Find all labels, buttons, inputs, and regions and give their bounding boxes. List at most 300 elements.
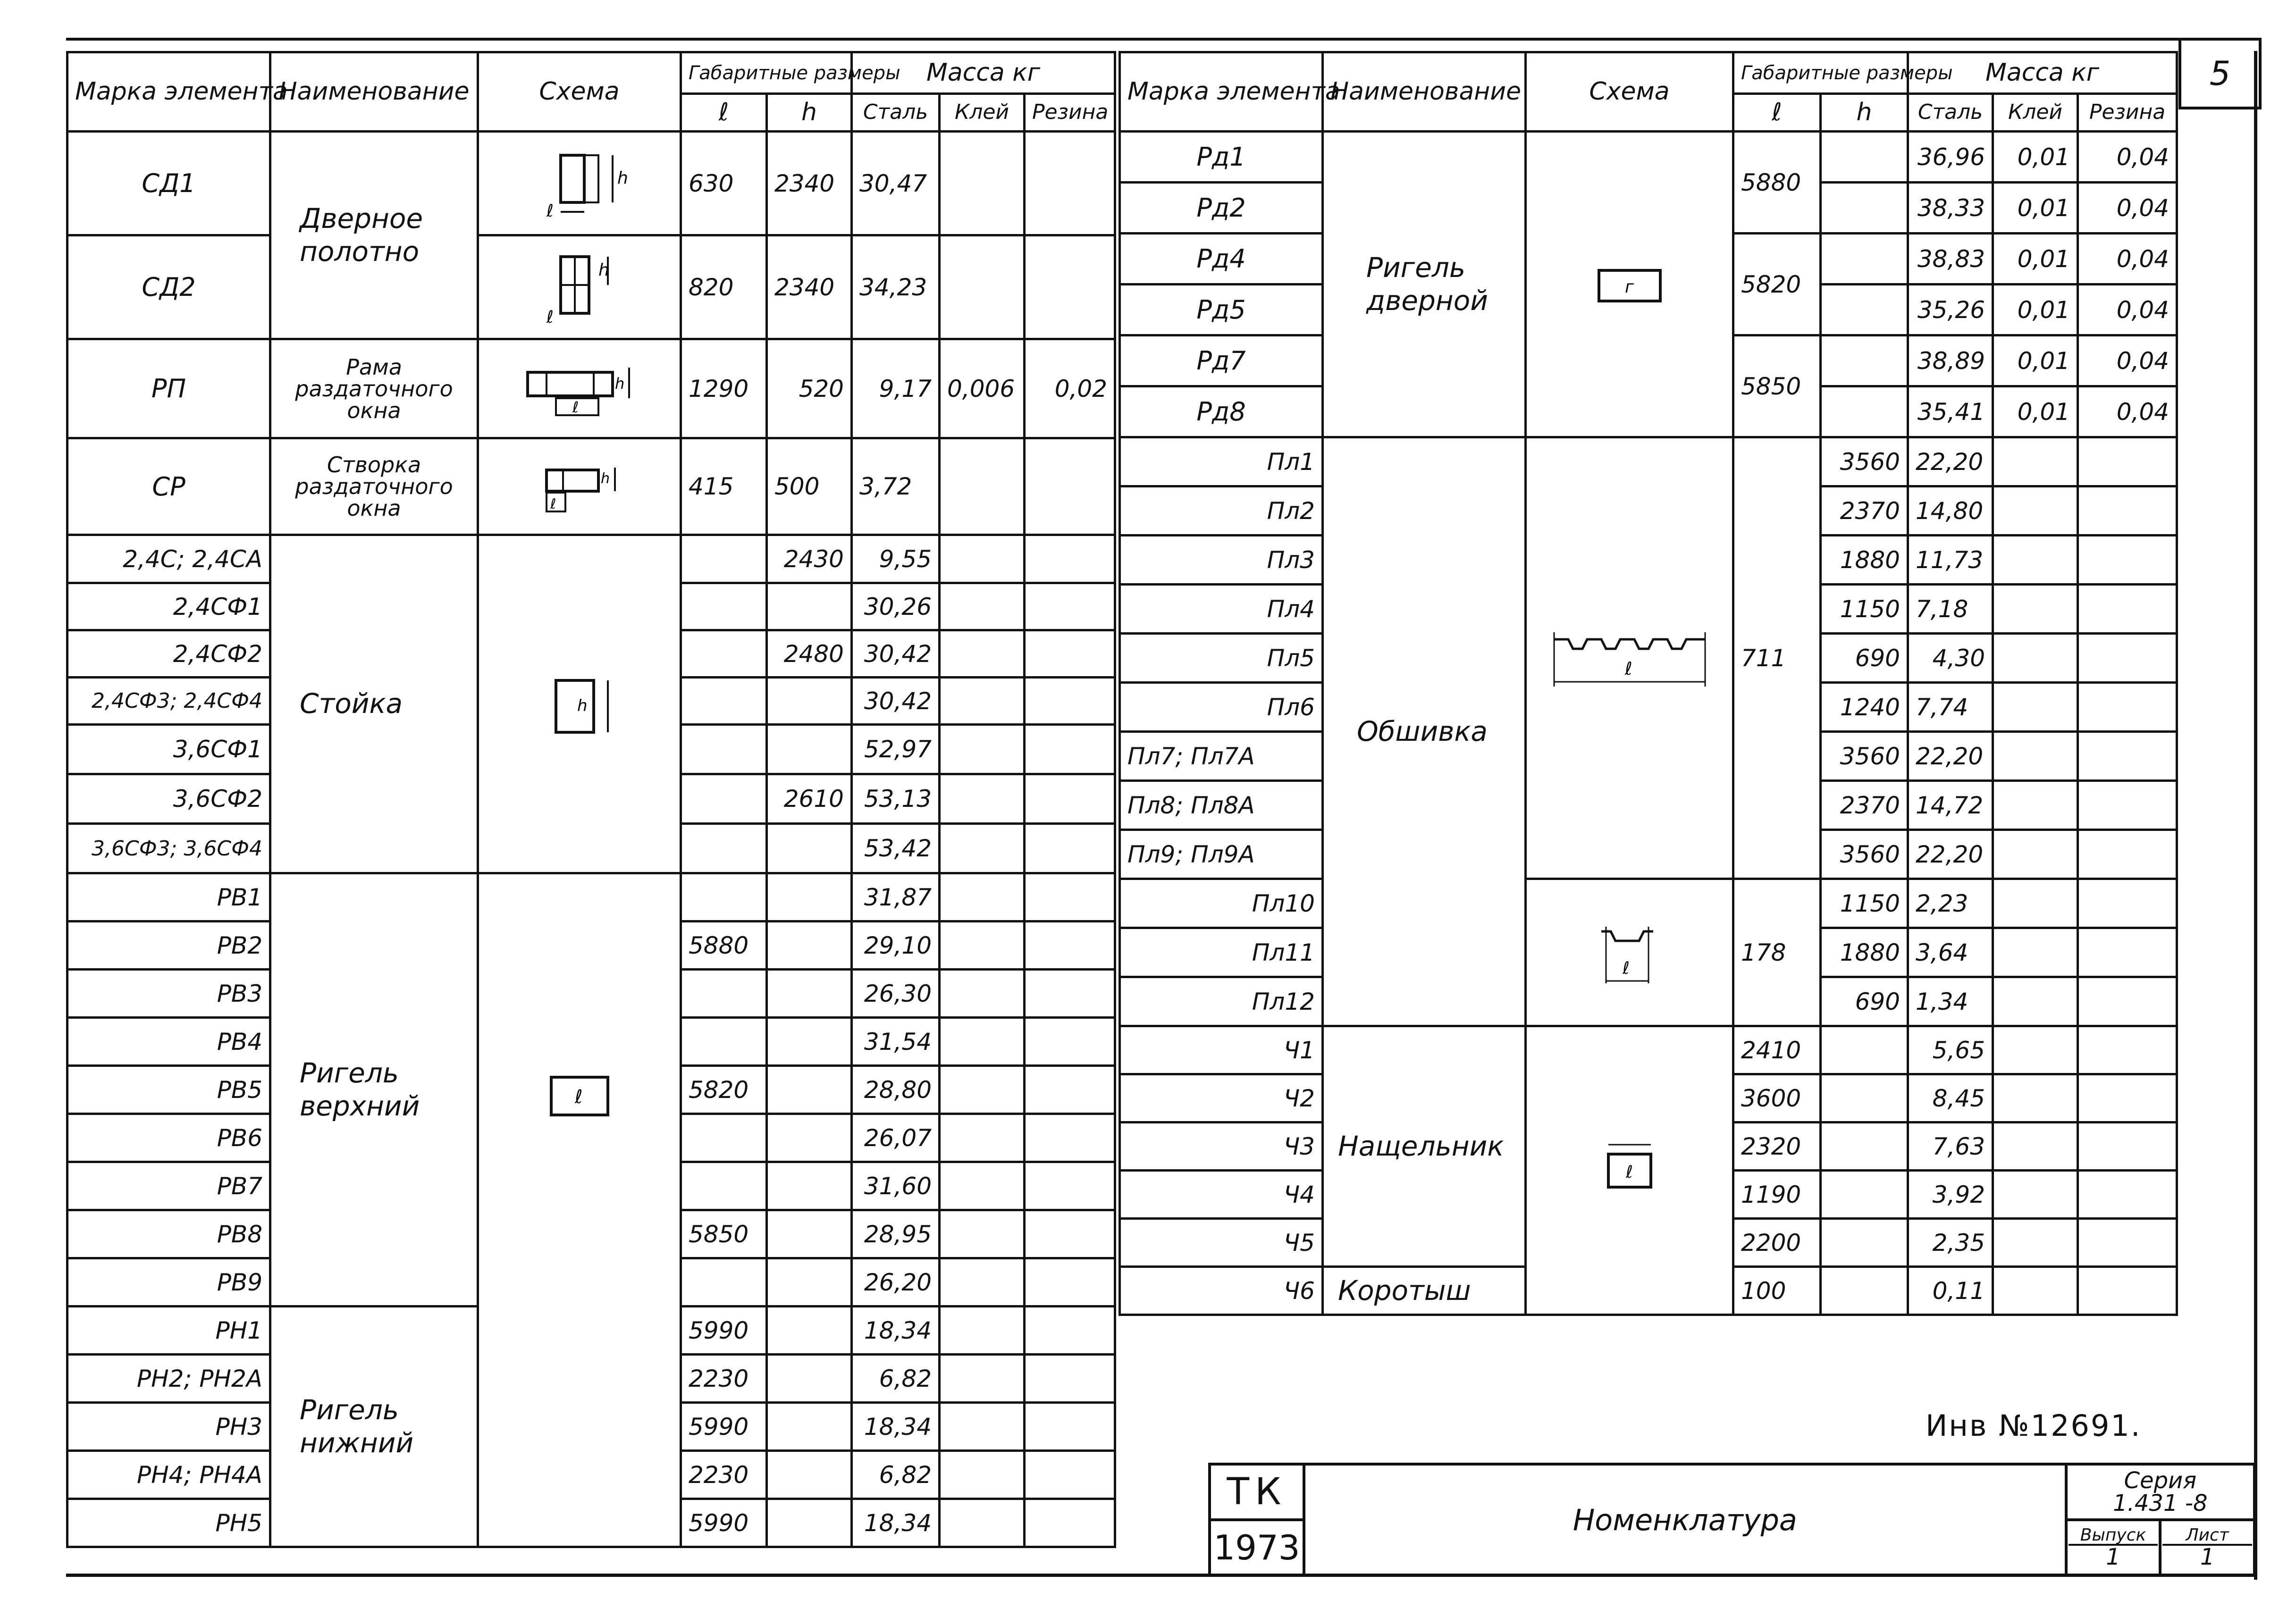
right-row-2-glue: 0,01 bbox=[1993, 234, 2078, 285]
title-block-series-cell bbox=[2066, 1464, 2254, 1520]
left-row-0-h: 2340 bbox=[767, 132, 852, 235]
right-row-23-glue bbox=[1993, 1267, 2078, 1315]
right-header-dims: Габаритные размеры bbox=[1733, 52, 1908, 94]
right-row-19-glue bbox=[1993, 1074, 2078, 1123]
right-row-0-rubber: 0,04 bbox=[2078, 132, 2177, 183]
left-row-12-glue bbox=[940, 921, 1025, 970]
right-row-3-h bbox=[1821, 285, 1908, 335]
left-row-2-rubber: 0,02 bbox=[1025, 339, 1115, 438]
left-row-23-h bbox=[767, 1451, 852, 1499]
right-row-5-mark: Рд8 bbox=[1120, 386, 1323, 437]
left-row-5-l bbox=[681, 583, 767, 630]
left-row-8-mark: 3,6СФ1 bbox=[67, 725, 270, 774]
right-row-21-mark: Ч4 bbox=[1120, 1171, 1323, 1219]
right-row-3-steel: 35,26 bbox=[1908, 285, 1993, 335]
left-row-13-l bbox=[681, 970, 767, 1018]
left-row-6-rubber bbox=[1025, 630, 1115, 678]
right-row-6-steel: 22,20 bbox=[1908, 437, 1993, 486]
right-row-6-glue bbox=[1993, 437, 2078, 486]
right-header-schema: Схема bbox=[1526, 52, 1733, 132]
group-upper-beam: Ригель верхний bbox=[270, 873, 478, 1307]
right-row-17-rubber bbox=[2078, 977, 2177, 1026]
left-row-24-h bbox=[767, 1499, 852, 1547]
left-row-14-h bbox=[767, 1018, 852, 1066]
svg-text:h: h bbox=[577, 696, 588, 715]
right-row-4-rubber: 0,04 bbox=[2078, 335, 2177, 386]
left-row-2-mark: РП bbox=[67, 339, 270, 438]
right-header-l: ℓ bbox=[1733, 94, 1821, 132]
left-row-1-mark: СД2 bbox=[67, 235, 270, 339]
right-row-7-steel: 14,80 bbox=[1908, 486, 1993, 536]
right-row-15-h: 1150 bbox=[1821, 879, 1908, 928]
right-header-h: h bbox=[1821, 94, 1908, 132]
left-row-19-glue bbox=[940, 1258, 1025, 1307]
left-row-3-rubber bbox=[1025, 438, 1115, 535]
left-row-20-glue bbox=[940, 1307, 1025, 1355]
schema-batten bbox=[1526, 1026, 1733, 1315]
left-row-9-steel: 53,13 bbox=[852, 774, 940, 824]
right-row-22-l: 2200 bbox=[1733, 1219, 1821, 1267]
left-row-5-glue bbox=[940, 583, 1025, 630]
header-h: h bbox=[767, 94, 852, 132]
right-row-5-rubber: 0,04 bbox=[2078, 386, 2177, 437]
left-row-0-l: 630 bbox=[681, 132, 767, 235]
group-post: Стойка bbox=[270, 535, 478, 873]
left-row-24-glue bbox=[940, 1499, 1025, 1547]
right-row-16-h: 1880 bbox=[1821, 928, 1908, 977]
left-row-15-l: 5820 bbox=[681, 1066, 767, 1114]
right-row-12-steel: 22,20 bbox=[1908, 732, 1993, 781]
right-row-4-steel: 38,89 bbox=[1908, 335, 1993, 386]
right-row-6-mark: Пл1 bbox=[1120, 437, 1323, 486]
left-row-10-mark: 3,6СФ3; 3,6СФ4 bbox=[67, 824, 270, 873]
header-dims: Габаритные размеры bbox=[681, 52, 852, 94]
left-row-20-mark: РН1 bbox=[67, 1307, 270, 1355]
svg-text:ℓ: ℓ bbox=[1624, 658, 1632, 679]
right-row-5-h bbox=[1821, 386, 1908, 437]
right-row-20-mark: Ч3 bbox=[1120, 1123, 1323, 1171]
right-row-16-glue bbox=[1993, 928, 2078, 977]
right-row-0-l: 5880 bbox=[1733, 132, 1821, 234]
left-row-24-steel: 18,34 bbox=[852, 1499, 940, 1547]
left-row-10-h bbox=[767, 824, 852, 873]
right-row-22-steel: 2,35 bbox=[1908, 1219, 1993, 1267]
left-row-16-steel: 26,07 bbox=[852, 1114, 940, 1162]
header-glue: Клей bbox=[940, 94, 1025, 132]
left-row-16-l bbox=[681, 1114, 767, 1162]
right-row-18-l: 2410 bbox=[1733, 1026, 1821, 1074]
svg-text:ℓ: ℓ bbox=[1622, 958, 1630, 978]
right-row-14-rubber bbox=[2078, 830, 2177, 879]
right-row-14-h: 3560 bbox=[1821, 830, 1908, 879]
right-row-6-h: 3560 bbox=[1821, 437, 1908, 486]
right-row-12-glue bbox=[1993, 732, 2078, 781]
left-row-3-l: 415 bbox=[681, 438, 767, 535]
beam-sketch-icon bbox=[542, 1068, 617, 1124]
left-row-21-h bbox=[767, 1355, 852, 1403]
left-row-21-glue bbox=[940, 1355, 1025, 1403]
right-row-18-glue bbox=[1993, 1026, 2078, 1074]
right-row-5-glue: 0,01 bbox=[1993, 386, 2078, 437]
left-row-4-l bbox=[681, 535, 767, 583]
left-row-7-h bbox=[767, 678, 852, 725]
right-row-1-glue: 0,01 bbox=[1993, 183, 2078, 234]
left-row-2-glue: 0,006 bbox=[940, 339, 1025, 438]
left-row-14-l bbox=[681, 1018, 767, 1066]
right-row-0-glue: 0,01 bbox=[1993, 132, 2078, 183]
right-row-19-mark: Ч2 bbox=[1120, 1074, 1323, 1123]
left-row-15-steel: 28,80 bbox=[852, 1066, 940, 1114]
right-row-23-mark: Ч6 bbox=[1120, 1267, 1323, 1315]
group-window-sash: Створка раздаточного окна bbox=[270, 438, 478, 535]
schema-post bbox=[478, 535, 681, 873]
left-row-11-steel: 31,87 bbox=[852, 873, 940, 921]
left-row-21-steel: 6,82 bbox=[852, 1355, 940, 1403]
svg-text:ℓ: ℓ bbox=[550, 496, 556, 512]
right-row-21-steel: 3,92 bbox=[1908, 1171, 1993, 1219]
title-block-year: 1973 bbox=[1210, 1520, 1304, 1575]
svg-text:h: h bbox=[617, 168, 628, 188]
left-row-6-l bbox=[681, 630, 767, 678]
left-row-13-h bbox=[767, 970, 852, 1018]
left-row-13-steel: 26,30 bbox=[852, 970, 940, 1018]
door-leaf-sketch-icon bbox=[532, 146, 627, 221]
right-row-19-h bbox=[1821, 1074, 1908, 1123]
right-row-21-rubber bbox=[2078, 1171, 2177, 1219]
right-row-14-mark: Пл9; Пл9А bbox=[1120, 830, 1323, 879]
left-row-3-h: 500 bbox=[767, 438, 852, 535]
right-row-12-h: 3560 bbox=[1821, 732, 1908, 781]
left-row-7-mark: 2,4СФ3; 2,4СФ4 bbox=[67, 678, 270, 725]
right-row-2-steel: 38,83 bbox=[1908, 234, 1993, 285]
right-header-steel: Сталь bbox=[1908, 94, 1993, 132]
right-row-13-mark: Пл8; Пл8А bbox=[1120, 781, 1323, 830]
left-row-0-mark: СД1 bbox=[67, 132, 270, 235]
left-row-10-steel: 53,42 bbox=[852, 824, 940, 873]
schema-sheathing-narrow bbox=[1526, 879, 1733, 1026]
left-row-23-mark: РН4; РН4А bbox=[67, 1451, 270, 1499]
right-row-8-steel: 11,73 bbox=[1908, 536, 1993, 585]
right-row-17-mark: Пл12 bbox=[1120, 977, 1323, 1026]
right-row-3-glue: 0,01 bbox=[1993, 285, 2078, 335]
right-row-18-rubber bbox=[2078, 1026, 2177, 1074]
right-row-23-rubber bbox=[2078, 1267, 2177, 1315]
right-row-13-steel: 14,72 bbox=[1908, 781, 1993, 830]
right-row-11-h: 1240 bbox=[1821, 683, 1908, 732]
left-row-8-h bbox=[767, 725, 852, 774]
right-row-22-rubber bbox=[2078, 1219, 2177, 1267]
narrow-sheet-sketch-icon bbox=[1587, 913, 1672, 993]
right-row-20-rubber bbox=[2078, 1123, 2177, 1171]
left-row-4-rubber bbox=[1025, 535, 1115, 583]
right-row-4-glue: 0,01 bbox=[1993, 335, 2078, 386]
right-row-23-l: 100 bbox=[1733, 1267, 1821, 1315]
right-row-9-h: 1150 bbox=[1821, 585, 1908, 634]
left-row-12-rubber bbox=[1025, 921, 1115, 970]
right-row-10-rubber bbox=[2078, 634, 2177, 683]
right-row-23-steel: 0,11 bbox=[1908, 1267, 1993, 1315]
right-row-16-l: 178 bbox=[1733, 879, 1821, 1026]
left-row-8-l bbox=[681, 725, 767, 774]
right-row-8-mark: Пл3 bbox=[1120, 536, 1323, 585]
right-row-11-mark: Пл6 bbox=[1120, 683, 1323, 732]
series-label: Серия bbox=[2124, 1467, 2197, 1494]
left-row-3-glue bbox=[940, 438, 1025, 535]
left-row-15-glue bbox=[940, 1066, 1025, 1114]
right-row-2-rubber: 0,04 bbox=[2078, 234, 2177, 285]
right-row-6-rubber bbox=[2078, 437, 2177, 486]
left-row-19-l bbox=[681, 1258, 767, 1307]
left-row-17-l bbox=[681, 1162, 767, 1210]
right-row-4-h bbox=[1821, 335, 1908, 386]
left-row-17-mark: РВ7 bbox=[67, 1162, 270, 1210]
sheet-label: Лист bbox=[2162, 1527, 2252, 1546]
right-row-18-steel: 5,65 bbox=[1908, 1026, 1993, 1074]
left-row-22-mark: РН3 bbox=[67, 1403, 270, 1451]
right-row-7-mark: Пл2 bbox=[1120, 486, 1323, 536]
left-row-0-steel: 30,47 bbox=[852, 132, 940, 235]
left-row-15-h bbox=[767, 1066, 852, 1114]
right-row-12-rubber bbox=[2078, 732, 2177, 781]
schema-upper-lower-beam bbox=[478, 873, 681, 1547]
right-row-16-steel: 3,64 bbox=[1908, 928, 1993, 977]
header-mass: Масса кг bbox=[852, 52, 1115, 94]
left-row-6-mark: 2,4СФ2 bbox=[67, 630, 270, 678]
schema-window-sash bbox=[478, 438, 681, 535]
right-row-20-steel: 7,63 bbox=[1908, 1123, 1993, 1171]
left-row-10-l bbox=[681, 824, 767, 873]
batten-sketch-icon bbox=[1592, 1135, 1667, 1206]
inventory-number: Инв №12691. bbox=[1926, 1408, 2142, 1443]
left-row-18-mark: РВ8 bbox=[67, 1210, 270, 1258]
left-row-11-l bbox=[681, 873, 767, 921]
right-row-4-mark: Рд7 bbox=[1120, 335, 1323, 386]
title-block-issue-cell bbox=[2066, 1520, 2161, 1575]
issue-value: 1 bbox=[2106, 1544, 2120, 1570]
schema-sheathing-wide bbox=[1526, 437, 1733, 879]
left-row-5-steel: 30,26 bbox=[852, 583, 940, 630]
right-row-7-glue bbox=[1993, 486, 2078, 536]
left-row-8-glue bbox=[940, 725, 1025, 774]
right-row-0-mark: Рд1 bbox=[1120, 132, 1323, 183]
left-row-15-rubber bbox=[1025, 1066, 1115, 1114]
left-row-5-mark: 2,4СФ1 bbox=[67, 583, 270, 630]
left-row-17-h bbox=[767, 1162, 852, 1210]
left-row-18-steel: 28,95 bbox=[852, 1210, 940, 1258]
right-row-23-h bbox=[1821, 1267, 1908, 1315]
left-row-19-steel: 26,20 bbox=[852, 1258, 940, 1307]
schema-door-leaf-2 bbox=[478, 235, 681, 339]
left-row-14-steel: 31,54 bbox=[852, 1018, 940, 1066]
header-mark: Марка элемента bbox=[67, 52, 270, 132]
left-row-9-l bbox=[681, 774, 767, 824]
right-row-10-h: 690 bbox=[1821, 634, 1908, 683]
left-row-12-l: 5880 bbox=[681, 921, 767, 970]
sheet-number-box bbox=[2178, 38, 2262, 109]
left-row-11-h bbox=[767, 873, 852, 921]
left-row-1-rubber bbox=[1025, 235, 1115, 339]
right-row-21-l: 1190 bbox=[1733, 1171, 1821, 1219]
issue-label: Выпуск bbox=[2069, 1527, 2158, 1546]
left-row-5-rubber bbox=[1025, 583, 1115, 630]
header-steel: Сталь bbox=[852, 94, 940, 132]
group-sheathing: Обшивка bbox=[1323, 437, 1526, 1026]
right-row-1-rubber: 0,04 bbox=[2078, 183, 2177, 234]
right-row-11-glue bbox=[1993, 683, 2078, 732]
right-row-13-h: 2370 bbox=[1821, 781, 1908, 830]
right-row-22-h bbox=[1821, 1219, 1908, 1267]
right-row-18-h bbox=[1821, 1026, 1908, 1074]
post-sketch-icon bbox=[542, 671, 617, 737]
left-row-20-rubber bbox=[1025, 1307, 1115, 1355]
left-row-13-glue bbox=[940, 970, 1025, 1018]
door-leaf-sketch-icon bbox=[532, 247, 627, 327]
group-stub: Коротыш bbox=[1323, 1267, 1526, 1315]
left-row-13-mark: РВ3 bbox=[67, 970, 270, 1018]
right-spec-table bbox=[1119, 51, 2178, 1316]
right-row-9-glue bbox=[1993, 585, 2078, 634]
corrugated-sheet-sketch-icon bbox=[1545, 620, 1715, 696]
right-header-mark: Марка элемента bbox=[1120, 52, 1323, 132]
left-row-23-steel: 6,82 bbox=[852, 1451, 940, 1499]
header-rubber: Резина bbox=[1025, 94, 1115, 132]
svg-text:ℓ: ℓ bbox=[546, 307, 554, 327]
left-row-2-h: 520 bbox=[767, 339, 852, 438]
left-row-18-l: 5850 bbox=[681, 1210, 767, 1258]
left-row-9-mark: 3,6СФ2 bbox=[67, 774, 270, 824]
left-row-12-steel: 29,10 bbox=[852, 921, 940, 970]
left-row-18-glue bbox=[940, 1210, 1025, 1258]
left-row-4-glue bbox=[940, 535, 1025, 583]
left-row-10-glue bbox=[940, 824, 1025, 873]
right-row-3-mark: Рд5 bbox=[1120, 285, 1323, 335]
left-row-1-steel: 34,23 bbox=[852, 235, 940, 339]
right-row-17-h: 690 bbox=[1821, 977, 1908, 1026]
left-row-5-h bbox=[767, 583, 852, 630]
right-row-8-rubber bbox=[2078, 536, 2177, 585]
left-row-4-h: 2430 bbox=[767, 535, 852, 583]
left-row-11-rubber bbox=[1025, 873, 1115, 921]
left-row-19-mark: РВ9 bbox=[67, 1258, 270, 1307]
left-row-14-rubber bbox=[1025, 1018, 1115, 1066]
left-row-21-rubber bbox=[1025, 1355, 1115, 1403]
left-row-1-l: 820 bbox=[681, 235, 767, 339]
right-row-17-steel: 1,34 bbox=[1908, 977, 1993, 1026]
schema-window-frame bbox=[478, 339, 681, 438]
left-row-22-glue bbox=[940, 1403, 1025, 1451]
right-row-20-l: 2320 bbox=[1733, 1123, 1821, 1171]
left-row-8-steel: 52,97 bbox=[852, 725, 940, 774]
left-row-19-h bbox=[767, 1258, 852, 1307]
right-row-8-glue bbox=[1993, 536, 2078, 585]
left-row-19-rubber bbox=[1025, 1258, 1115, 1307]
right-row-15-mark: Пл10 bbox=[1120, 879, 1323, 928]
left-row-4-steel: 9,55 bbox=[852, 535, 940, 583]
left-row-20-steel: 18,34 bbox=[852, 1307, 940, 1355]
left-row-12-mark: РВ2 bbox=[67, 921, 270, 970]
left-row-16-glue bbox=[940, 1114, 1025, 1162]
right-header-mass: Масса кг bbox=[1908, 52, 2177, 94]
title-block bbox=[1208, 1463, 2256, 1577]
right-row-1-h bbox=[1821, 183, 1908, 234]
right-row-13-rubber bbox=[2078, 781, 2177, 830]
left-row-9-h: 2610 bbox=[767, 774, 852, 824]
left-row-22-steel: 18,34 bbox=[852, 1403, 940, 1451]
right-row-9-rubber bbox=[2078, 585, 2177, 634]
right-header-glue: Клей bbox=[1993, 94, 2078, 132]
right-row-22-mark: Ч5 bbox=[1120, 1219, 1323, 1267]
left-row-16-rubber bbox=[1025, 1114, 1115, 1162]
left-row-7-rubber bbox=[1025, 678, 1115, 725]
title-block-sheet-cell bbox=[2160, 1520, 2254, 1575]
svg-text:г: г bbox=[1624, 277, 1634, 297]
schema-door-leaf-1 bbox=[478, 132, 681, 235]
left-row-24-l: 5990 bbox=[681, 1499, 767, 1547]
left-row-23-l: 2230 bbox=[681, 1451, 767, 1499]
left-row-22-h bbox=[767, 1403, 852, 1451]
right-row-7-rubber bbox=[2078, 486, 2177, 536]
group-lower-beam: Ригель нижний bbox=[270, 1307, 478, 1547]
right-row-3-rubber: 0,04 bbox=[2078, 285, 2177, 335]
right-row-18-mark: Ч1 bbox=[1120, 1026, 1323, 1074]
left-row-14-mark: РВ4 bbox=[67, 1018, 270, 1066]
right-row-16-rubber bbox=[2078, 928, 2177, 977]
left-spec-table bbox=[66, 51, 1116, 1548]
left-row-6-h: 2480 bbox=[767, 630, 852, 678]
group-door-leaf: Дверное полотно bbox=[270, 132, 478, 339]
frame-top-line bbox=[66, 38, 2180, 41]
window-sash-sketch-icon bbox=[528, 456, 631, 517]
right-row-12-mark: Пл7; Пл7А bbox=[1120, 732, 1323, 781]
right-row-15-rubber bbox=[2078, 879, 2177, 928]
title-block-org: ТК bbox=[1210, 1464, 1304, 1520]
right-row-11-rubber bbox=[2078, 683, 2177, 732]
left-row-1-h: 2340 bbox=[767, 235, 852, 339]
left-row-0-glue bbox=[940, 132, 1025, 235]
right-row-20-glue bbox=[1993, 1123, 2078, 1171]
left-row-8-rubber bbox=[1025, 725, 1115, 774]
right-row-10-steel: 4,30 bbox=[1908, 634, 1993, 683]
left-row-7-steel: 30,42 bbox=[852, 678, 940, 725]
right-row-0-steel: 36,96 bbox=[1908, 132, 1993, 183]
left-row-21-l: 2230 bbox=[681, 1355, 767, 1403]
right-row-17-glue bbox=[1993, 977, 2078, 1026]
left-row-16-mark: РВ6 bbox=[67, 1114, 270, 1162]
right-row-4-l: 5850 bbox=[1733, 335, 1821, 437]
sheet-value: 1 bbox=[2200, 1544, 2215, 1570]
left-row-6-glue bbox=[940, 630, 1025, 678]
left-row-16-h bbox=[767, 1114, 852, 1162]
sheet-number: 5 bbox=[2209, 54, 2231, 93]
right-row-9-mark: Пл4 bbox=[1120, 585, 1323, 634]
left-row-20-l: 5990 bbox=[681, 1307, 767, 1355]
left-row-6-steel: 30,42 bbox=[852, 630, 940, 678]
left-row-3-mark: СР bbox=[67, 438, 270, 535]
right-row-21-h bbox=[1821, 1171, 1908, 1219]
left-row-17-rubber bbox=[1025, 1162, 1115, 1210]
right-row-15-steel: 2,23 bbox=[1908, 879, 1993, 928]
left-row-18-rubber bbox=[1025, 1210, 1115, 1258]
left-row-17-glue bbox=[940, 1162, 1025, 1210]
right-row-10-glue bbox=[1993, 634, 2078, 683]
right-row-19-steel: 8,45 bbox=[1908, 1074, 1993, 1123]
left-row-1-glue bbox=[940, 235, 1025, 339]
left-row-15-mark: РВ5 bbox=[67, 1066, 270, 1114]
frame-border bbox=[2180, 51, 2257, 1580]
right-row-1-steel: 38,33 bbox=[1908, 183, 1993, 234]
left-row-3-steel: 3,72 bbox=[852, 438, 940, 535]
left-row-11-mark: РВ1 bbox=[67, 873, 270, 921]
